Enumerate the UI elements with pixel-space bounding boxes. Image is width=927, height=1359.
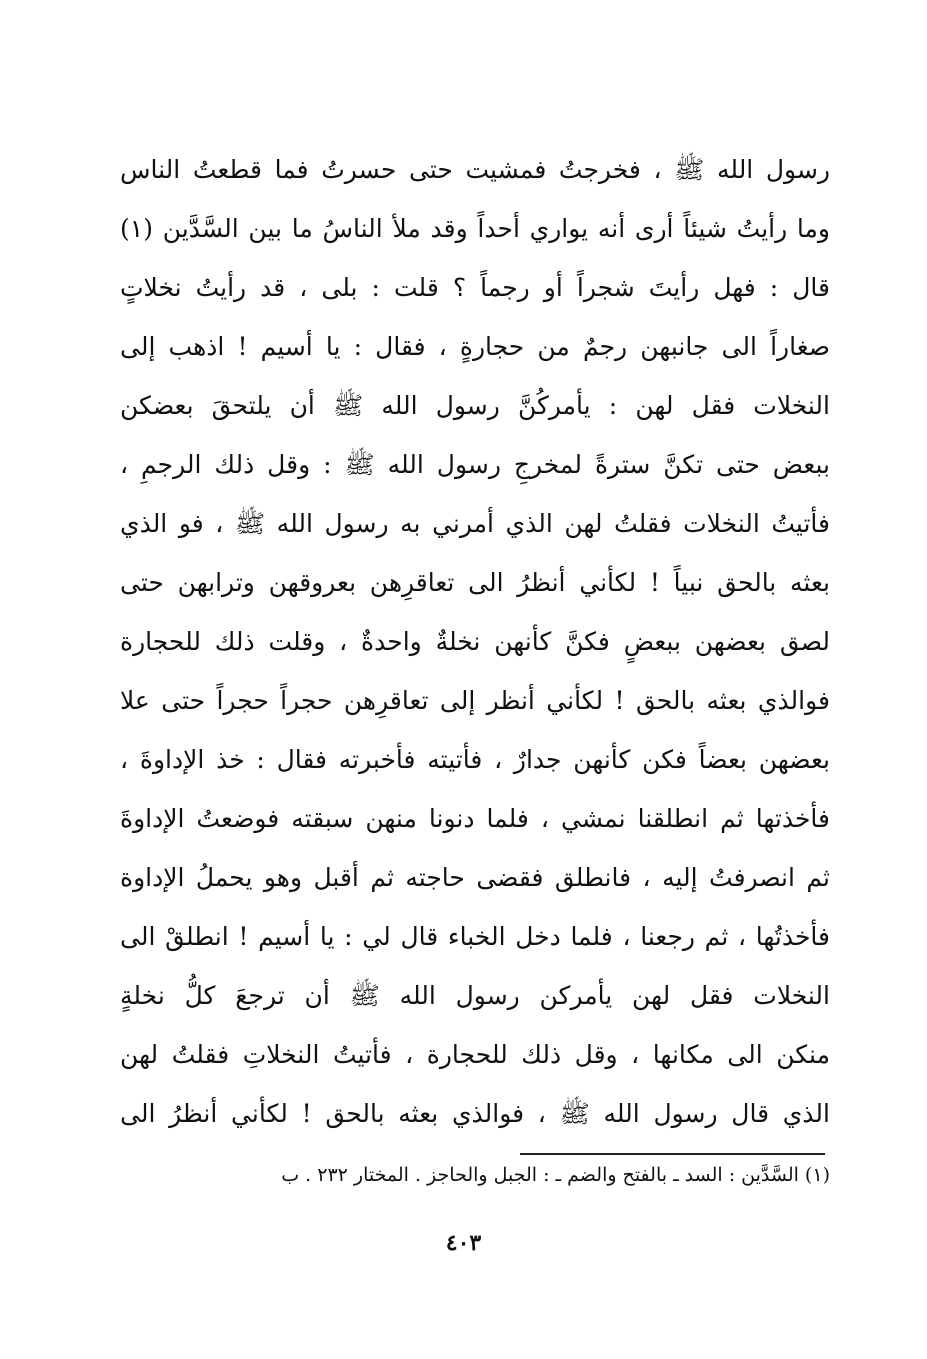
text-line: منكن الى مكانها ، وقل ذلك للحجارة ، فأتيتُ النخلاتِ فقلتُ لهن [120,1040,830,1069]
footnote: (١) السَّدَّين : السد ـ بالفتح والضم ـ : الجبل والحاجز . المختار ٢٣٢ . ب [281,1164,830,1186]
text-line: لصق بعضهن ببعضٍ فكنَّ كأنهن نخلةٌ واحدةٌ ، وقلت ذلك للحجارة [120,627,830,656]
page-number: ٤٠٣ [445,1230,482,1256]
text-line: النخلات فقل لهن : يأمركُنَّ رسول الله ﷺ أن يلتحقَ بعضكن [120,391,830,420]
footnote-divider [520,1153,825,1155]
text-line: النخلات فقل لهن يأمركن رسول الله ﷺ أن ترجعَ كلُّ نخلةٍ [120,981,830,1010]
text-line: وما رأيتُ شيئاً أرى أنه يواري أحداً وقد ملأ الناسُ ما بين السَّدَّين (١) [120,214,830,243]
text-line: فوالذي بعثه بالحق ! لكأني أنظر إلى تعاقرِهن حجراً حجراً حتى علا [120,686,830,715]
text-line: فأخذتها ثم انطلقنا نمشي ، فلما دنونا منهن سبقته فوضعتُ الإداوةَ [120,804,830,833]
text-line: صغاراً الى جانبهن رجمٌ من حجارةٍ ، فقال : يا أسيم ! اذهب إلى [120,332,830,361]
text-line: ثم انصرفتُ إليه ، فانطلق فقضى حاجته ثم أقبل وهو يحملُ الإداوة [120,863,830,892]
text-line: رسول الله ﷺ ، فخرجتُ فمشيت حتى حسرتُ فما قطعتُ الناس [120,155,830,184]
text-line: بعضهن بعضاً فكن كأنهن جدارٌ ، فأتيته فأخبرته فقال : خذ الإداوةَ ، [120,745,830,774]
text-line: قال : فهل رأيتَ شجراً أو رجماً ؟ قلت : بلى ، قد رأيتُ نخلاتٍ [120,273,830,302]
text-line: فأخذتُها ، ثم رجعنا ، فلما دخل الخباء قال لي : يا أسيم ! انطلقْ الى [120,922,830,951]
main-text-block [120,140,830,1143]
text-line: الذي قال رسول الله ﷺ ، فوالذي بعثه بالحق ! لكأني أنظرُ الى [120,1099,830,1128]
text-line: بعثه بالحق نبياً ! لكأني أنظرُ الى تعاقرِهن بعروقهن وترابهن حتى [120,568,830,597]
text-line: فأتيتُ النخلات فقلتُ لهن الذي أمرني به رسول الله ﷺ ، فو الذي [120,509,830,538]
text-line: ببعض حتى تكنَّ سترةً لمخرجِ رسول الله ﷺ : وقل ذلك الرجمِ ، [120,450,830,479]
